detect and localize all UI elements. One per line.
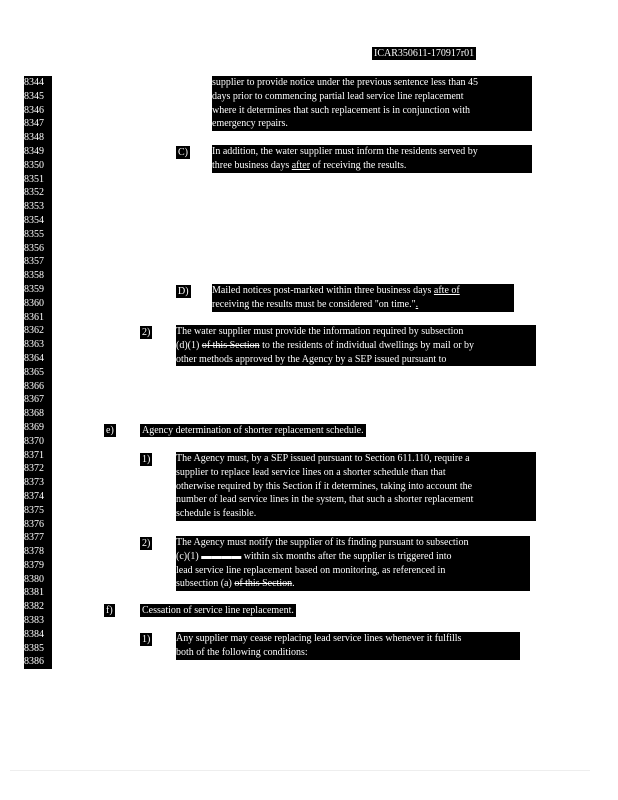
line-number: 8376 <box>24 518 44 530</box>
line-number: 8350 <box>24 159 44 171</box>
line-number: 8366 <box>24 380 44 392</box>
line-number: 8361 <box>24 311 44 323</box>
line-number: 8380 <box>24 573 44 585</box>
item-label-2: 2) <box>142 327 151 338</box>
line-number: 8355 <box>24 228 44 240</box>
line-number: 8348 <box>24 132 44 144</box>
line-number: 8345 <box>24 90 44 102</box>
paragraph-e1 <box>176 452 536 521</box>
line-number: 8384 <box>24 628 44 640</box>
line-number: 8354 <box>24 214 44 226</box>
deleted-text: of this Section <box>201 339 260 351</box>
line-number-column <box>24 76 52 669</box>
paragraph-c <box>212 145 532 173</box>
paragraph-d: Mailed notices post-marked within three business days afte of receiving the results must be considered "on time.". <box>212 284 514 312</box>
item-label-c: C) <box>178 147 188 158</box>
subsection-label-f: f) <box>106 605 113 616</box>
item-label-e2: 2) <box>142 538 151 549</box>
text-line: supplier to provide notice under the previous sentence less than 45 <box>212 77 479 88</box>
line-number: 8385 <box>24 642 44 654</box>
item-label-d: D) <box>178 286 189 297</box>
text-line: both of the following conditions: <box>176 646 308 658</box>
line-number: 8353 <box>24 201 44 213</box>
line-number: 8358 <box>24 270 44 282</box>
line-number: 8383 <box>24 615 44 627</box>
line-number: 8357 <box>24 256 44 268</box>
text-line: other methods approved by the Agency by a SEP issued pursuant to <box>176 353 447 365</box>
text-line: schedule is feasible. <box>176 508 257 520</box>
line-number: 8365 <box>24 366 44 378</box>
text-line: emergency repairs. <box>212 118 288 130</box>
text-line: supplier to replace lead service lines on a shorter schedule than that <box>176 466 446 478</box>
redaction-mark: ▬▬▬▬ <box>201 550 244 562</box>
line-number: 8375 <box>24 504 44 516</box>
line-number: 8382 <box>24 601 44 613</box>
text-line: number of lead service lines in the system, that such a shorter replacement <box>176 494 474 506</box>
line-number: 8371 <box>24 449 44 461</box>
line-number: 8373 <box>24 477 44 489</box>
deleted-text: of this Section <box>234 578 293 590</box>
line-number: 8352 <box>24 187 44 199</box>
line-number: 8377 <box>24 532 44 544</box>
line-number: 8347 <box>24 118 44 130</box>
line-number: 8374 <box>24 490 44 502</box>
line-number: 8367 <box>24 394 44 406</box>
text-line: In addition, the water supplier must inform the residents served by <box>212 146 478 157</box>
inserted-text: . <box>415 298 419 310</box>
line-number: 8360 <box>24 297 44 309</box>
line-number: 8356 <box>24 242 44 254</box>
line-number: 8370 <box>24 435 44 447</box>
text-line: where it determines that such replacement is in conjunction with <box>212 104 470 116</box>
line-number: 8349 <box>24 145 44 157</box>
line-number: 8364 <box>24 352 44 364</box>
subsection-label-e: e) <box>106 425 114 436</box>
item-label-e1: 1) <box>142 454 151 465</box>
line-number: 8344 <box>24 77 44 88</box>
page-footer-rule <box>10 770 590 771</box>
line-number: 8359 <box>24 283 44 295</box>
line-number: 8369 <box>24 421 44 433</box>
paragraph-c-last-line: three business days after of receiving the results. <box>212 159 407 171</box>
line-number: 8362 <box>24 325 44 337</box>
line-number: 8372 <box>24 463 44 475</box>
text-line: The Agency must, by a SEP issued pursuant to Section 611.110, require a <box>176 453 470 464</box>
document-header-id: ICAR350611-170917r01 <box>374 48 475 59</box>
line-number: 8363 <box>24 339 44 351</box>
text-line: days prior to commencing partial lead service line replacement <box>212 90 464 102</box>
line-number: 8368 <box>24 408 44 420</box>
line-number: 8381 <box>24 587 44 599</box>
inserted-text: after <box>291 159 311 171</box>
paragraph-a-continuation <box>212 76 532 131</box>
item-label-f1: 1) <box>142 634 151 645</box>
line-number: 8379 <box>24 559 44 571</box>
line-number: 8386 <box>24 656 44 668</box>
subsection-e-heading: Agency determination of shorter replacement schedule. <box>142 425 364 436</box>
text-line: otherwise required by this Section if it determines, taking into account the <box>176 480 473 492</box>
line-number: 8346 <box>24 104 44 116</box>
inserted-text: afte of <box>433 285 460 296</box>
subsection-f-heading: Cessation of service line replacement. <box>142 605 294 616</box>
paragraph-2: The water supplier must provide the information required by subsection (d)(1) of this Section to the residents of individual dwellings by mail or by other methods approved by the Agency by a SEP issued pursuant to <box>176 325 536 366</box>
line-number: 8351 <box>24 173 44 185</box>
line-number: 8378 <box>24 546 44 558</box>
text-line: Any supplier may cease replacing lead service lines whenever it fulfills <box>176 633 462 644</box>
paragraph-e2: The Agency must notify the supplier of its finding pursuant to subsection (c)(1) ▬▬▬▬ within six months after the supplier is triggered into lead service line replacement based on monitoring, as referenced in subsection (a) of this Section. <box>176 536 530 591</box>
paragraph-f1 <box>176 632 520 660</box>
